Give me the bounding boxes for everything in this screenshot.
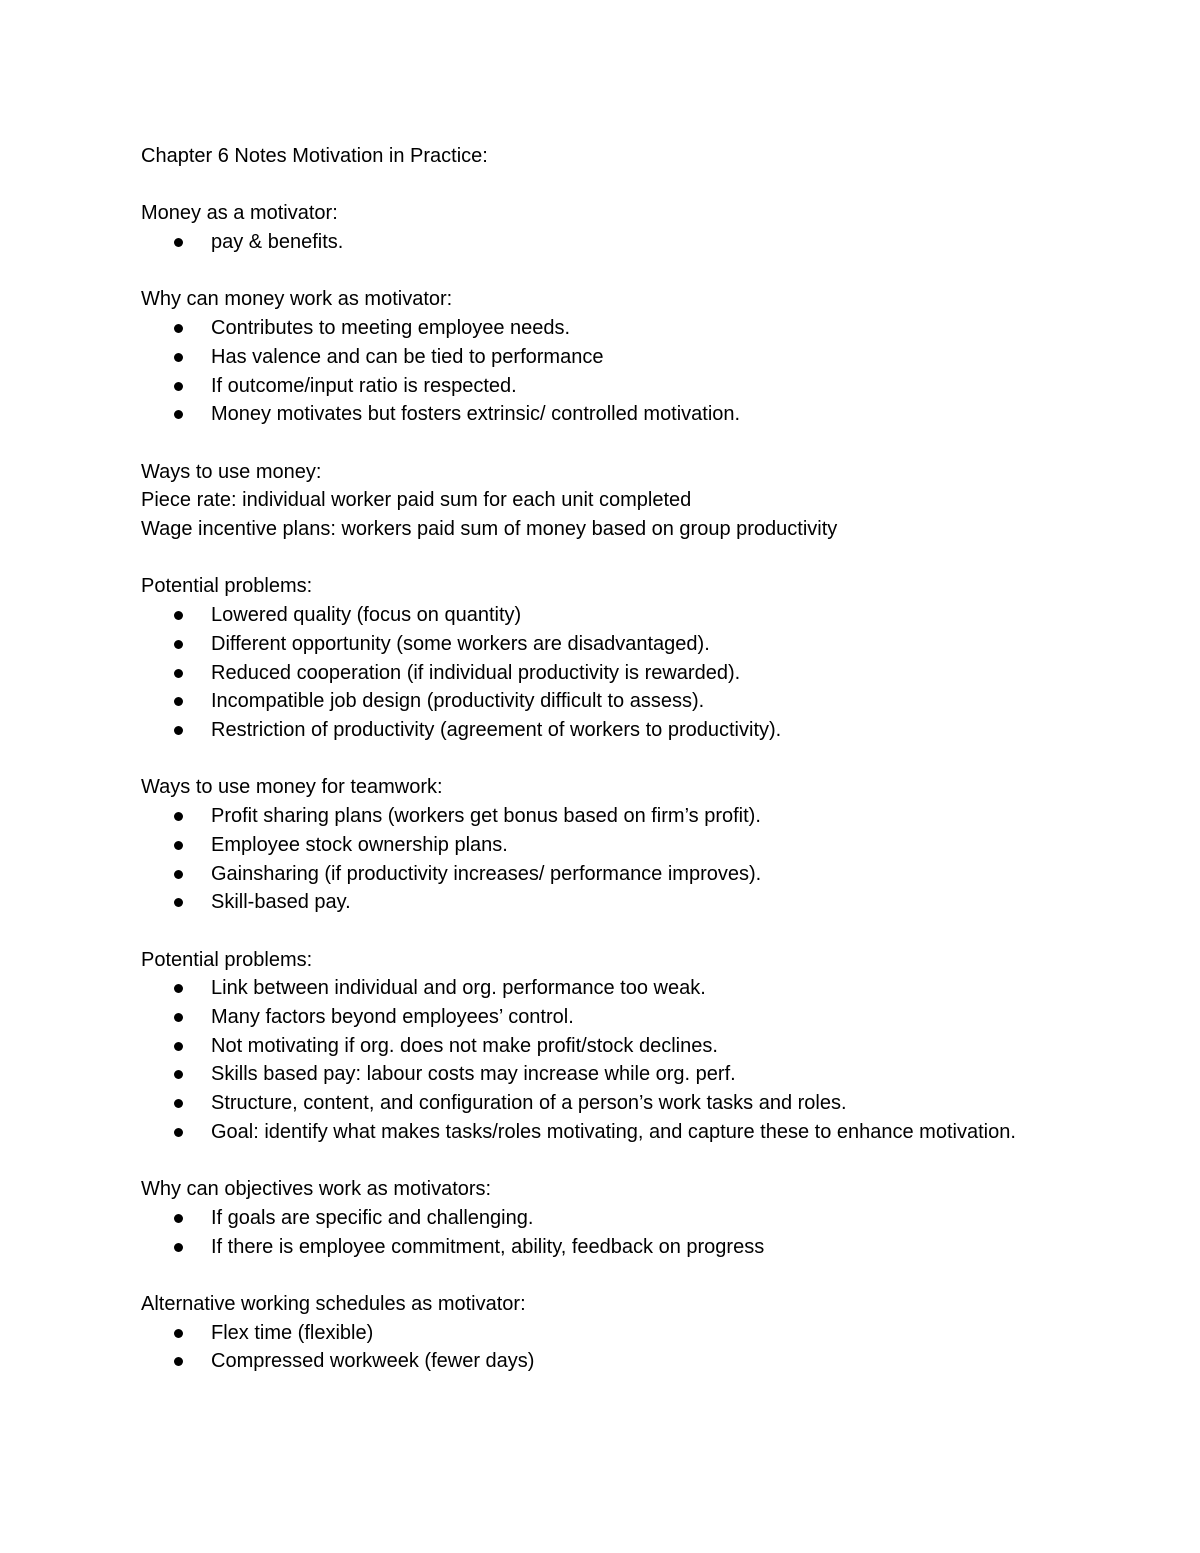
spacer bbox=[141, 917, 1041, 946]
section-heading: Ways to use money for teamwork: bbox=[141, 776, 443, 799]
definition-line: Piece rate: individual worker paid sum for each unit completed bbox=[141, 489, 692, 512]
list-item bbox=[141, 601, 1041, 630]
bullet-list bbox=[141, 228, 1041, 257]
list-item-text: If outcome/input ratio is respected. bbox=[211, 374, 517, 397]
list-item-text: Money motivates but fosters extrinsic/ controlled motivation. bbox=[211, 403, 741, 426]
list-item bbox=[141, 802, 1041, 831]
list-item bbox=[141, 1118, 1041, 1147]
bullet-list bbox=[141, 1319, 1041, 1376]
list-item bbox=[141, 343, 1041, 372]
document-title: Chapter 6 Notes Motivation in Practice: bbox=[141, 145, 488, 167]
list-item-text: If goals are specific and challenging. bbox=[211, 1206, 534, 1229]
bullet-list bbox=[141, 314, 1041, 429]
list-item-text: Not motivating if org. does not make profit/stock declines. bbox=[211, 1034, 718, 1057]
bullet-icon bbox=[174, 1214, 183, 1223]
bullet-icon bbox=[174, 611, 183, 620]
list-item-text: Lowered quality (focus on quantity) bbox=[211, 604, 522, 627]
list-item-text: Profit sharing plans (workers get bonus based on firm’s profit). bbox=[211, 805, 761, 828]
list-item bbox=[141, 1003, 1041, 1032]
spacer bbox=[141, 544, 1041, 573]
bullet-icon bbox=[174, 238, 183, 247]
section-heading: Money as a motivator: bbox=[141, 202, 338, 225]
list-item-text: Skills based pay: labour costs may increase while org. perf. bbox=[211, 1063, 736, 1086]
bullet-icon bbox=[174, 870, 183, 879]
bullet-icon bbox=[174, 1243, 183, 1252]
bullet-icon bbox=[174, 1013, 183, 1022]
list-item bbox=[141, 1089, 1041, 1118]
bullet-icon bbox=[174, 324, 183, 333]
list-item-text: Reduced cooperation (if individual productivity is rewarded). bbox=[211, 661, 741, 684]
bullet-icon bbox=[174, 410, 183, 419]
list-item-text: Incompatible job design (productivity difficult to assess). bbox=[211, 690, 705, 713]
list-item bbox=[141, 1347, 1041, 1376]
section-heading: Why can objectives work as motivators: bbox=[141, 1178, 492, 1201]
list-item-text: Contributes to meeting employee needs. bbox=[211, 317, 571, 340]
list-item bbox=[141, 1204, 1041, 1233]
bullet-icon bbox=[174, 1042, 183, 1051]
bullet-list bbox=[141, 974, 1041, 1146]
bullet-icon bbox=[174, 1329, 183, 1338]
list-item-text: Gainsharing (if productivity increases/ performance improves). bbox=[211, 862, 762, 885]
list-item-text: Restriction of productivity (agreement of workers to productivity). bbox=[211, 719, 782, 741]
list-item bbox=[141, 716, 1041, 745]
list-item bbox=[141, 1233, 1041, 1262]
list-item bbox=[141, 974, 1041, 1003]
bullet-icon bbox=[174, 841, 183, 850]
list-item bbox=[141, 888, 1041, 917]
bullet-icon bbox=[174, 1128, 183, 1137]
definition-line: Wage incentive plans: workers paid sum of money based on group productivity bbox=[141, 518, 838, 541]
list-item-text: Many factors beyond employees’ control. bbox=[211, 1006, 574, 1028]
bullet-icon bbox=[174, 1357, 183, 1366]
section-heading: Alternative working schedules as motivator: bbox=[141, 1293, 526, 1315]
bullet-icon bbox=[174, 984, 183, 993]
spacer bbox=[141, 1147, 1041, 1176]
bullet-list bbox=[141, 601, 1041, 745]
list-item bbox=[141, 1319, 1041, 1348]
list-item-text: Has valence and can be tied to performance bbox=[211, 345, 604, 368]
spacer bbox=[141, 257, 1041, 286]
list-item bbox=[141, 659, 1041, 688]
spacer bbox=[141, 429, 1041, 458]
bullet-icon bbox=[174, 353, 183, 362]
list-item-text: Employee stock ownership plans. bbox=[211, 833, 508, 856]
list-item bbox=[141, 687, 1041, 716]
list-item bbox=[141, 1060, 1041, 1089]
section-heading: Ways to use money: bbox=[141, 460, 322, 483]
list-item bbox=[141, 400, 1041, 429]
list-item bbox=[141, 314, 1041, 343]
list-item-text: Different opportunity (some workers are disadvantaged). bbox=[211, 632, 710, 655]
spacer bbox=[141, 745, 1041, 774]
bullet-icon bbox=[174, 1099, 183, 1108]
section-heading: Potential problems: bbox=[141, 948, 313, 971]
bullet-icon bbox=[174, 382, 183, 391]
spacer bbox=[141, 1261, 1041, 1290]
list-item bbox=[141, 228, 1041, 257]
section-heading: Why can money work as motivator: bbox=[141, 288, 453, 311]
list-item bbox=[141, 1032, 1041, 1061]
list-item bbox=[141, 831, 1041, 860]
bullet-icon bbox=[174, 812, 183, 821]
list-item-text: Goal: identify what makes tasks/roles motivating, and capture these to enhance motivation. bbox=[211, 1120, 1016, 1143]
list-item-text: Link between individual and org. performance too weak. bbox=[211, 977, 706, 1000]
bullet-icon bbox=[174, 726, 183, 735]
list-item bbox=[141, 372, 1041, 401]
list-item bbox=[141, 630, 1041, 659]
list-item-text: pay & benefits. bbox=[211, 231, 344, 254]
list-item-text: Flex time (flexible) bbox=[211, 1321, 374, 1344]
list-item-text: Compressed workweek (fewer days) bbox=[211, 1350, 535, 1373]
bullet-icon bbox=[174, 898, 183, 907]
list-item-text: Structure, content, and configuration of a person’s work tasks and roles. bbox=[211, 1092, 847, 1115]
document-body bbox=[141, 142, 1041, 1376]
spacer bbox=[141, 171, 1041, 200]
bullet-icon bbox=[174, 640, 183, 649]
list-item-text: If there is employee commitment, ability, feedback on progress bbox=[211, 1235, 765, 1258]
bullet-icon bbox=[174, 669, 183, 678]
bullet-icon bbox=[174, 1070, 183, 1079]
list-item-text: Skill-based pay. bbox=[211, 891, 351, 914]
bullet-icon bbox=[174, 697, 183, 706]
bullet-list bbox=[141, 802, 1041, 917]
bullet-list bbox=[141, 1204, 1041, 1261]
list-item bbox=[141, 860, 1041, 889]
section-heading: Potential problems: bbox=[141, 575, 313, 598]
